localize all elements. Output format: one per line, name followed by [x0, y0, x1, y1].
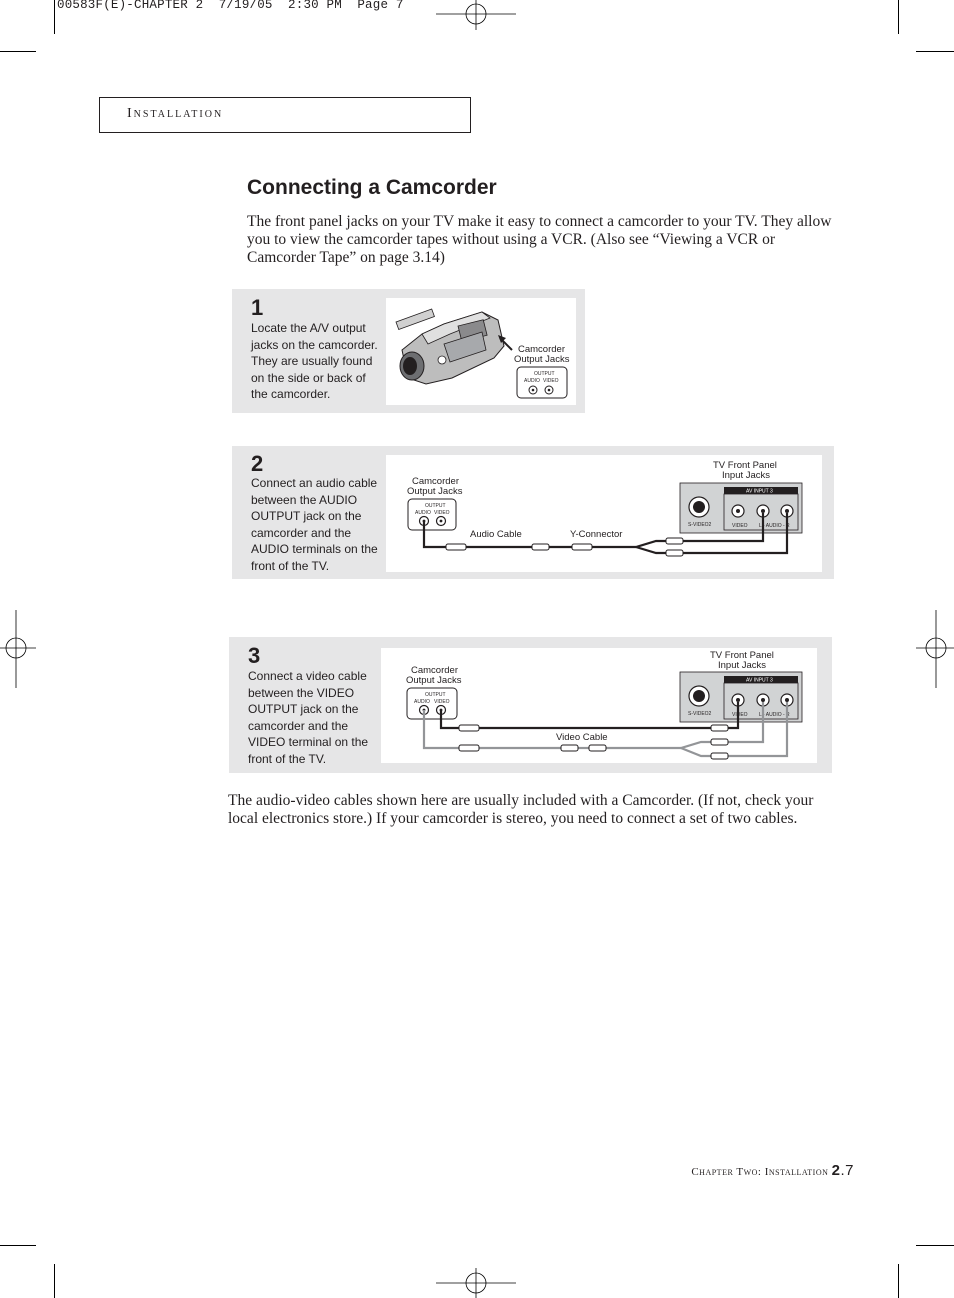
- svg-text:OUTPUT: OUTPUT: [534, 371, 555, 377]
- camcorder-icon: [396, 309, 504, 384]
- y-connector-label: Y-Connector: [570, 529, 623, 540]
- step-3-text: Connect a video cable between the VIDEO OUTPUT jack on the camcorder and the VIDEO terminal on the front of the TV.: [248, 669, 369, 766]
- footer-chapter: Chapter Two: Installation: [691, 1166, 829, 1178]
- registration-mark-top: [436, 0, 516, 30]
- video-cable-label: Video Cable: [556, 732, 608, 743]
- page-title: Connecting a Camcorder: [247, 176, 497, 199]
- step-3-diagram: [381, 648, 817, 763]
- step-2-number: 2: [251, 451, 264, 476]
- step-1-illustration: [386, 298, 576, 405]
- svg-text:VIDEO: VIDEO: [543, 378, 559, 384]
- step-2-diagram: [386, 455, 822, 572]
- svg-text:AUDIO: AUDIO: [414, 699, 430, 705]
- audio-connection-diagram: [386, 455, 822, 572]
- tv-front-panel-jacks: [680, 483, 802, 533]
- svg-text:Output Jacks: Output Jacks: [407, 486, 463, 497]
- intro-paragraph: The front panel jacks on your TV make it easy to connect a camcorder to your TV. They allow you to view the camcorder tapes without using a VCR. (Also see “Viewing a VCR or Camcorder Tape” on page 3.14): [247, 213, 832, 266]
- step-1-panel: [232, 289, 585, 413]
- svg-text:VIDEO: VIDEO: [732, 523, 748, 529]
- section-label: Installation: [127, 106, 224, 121]
- svg-text:TV Front Panel: TV Front Panel: [710, 650, 774, 661]
- svg-text:AV INPUT 3: AV INPUT 3: [746, 488, 773, 495]
- step-2-text: Connect an audio cable between the AUDIO OUTPUT jack on the camcorder and the AUDIO terminals on the front of the TV.: [251, 476, 378, 573]
- svg-text:OUTPUT: OUTPUT: [425, 503, 446, 509]
- camcorder-output-jacks: [408, 499, 456, 530]
- svg-text:Input Jacks: Input Jacks: [718, 660, 767, 671]
- svg-text:AUDIO: AUDIO: [524, 378, 540, 384]
- step-3-panel: [229, 637, 832, 773]
- print-slug: 00583F(E)-CHAPTER 2 7/19/05 2:30 PM Page 7: [57, 0, 404, 12]
- svg-text:AUDIO: AUDIO: [415, 510, 431, 516]
- step-1-jacks-label-1: Camcorder: [518, 344, 565, 355]
- step-1-text: Locate the A/V output jacks on the camcorder. They are usually found on the side or back of the camcorder.: [251, 321, 378, 401]
- svg-text:AV INPUT 3: AV INPUT 3: [746, 677, 773, 684]
- svg-text:VIDEO: VIDEO: [434, 699, 450, 705]
- registration-mark-left: [0, 610, 36, 688]
- svg-text:Camcorder: Camcorder: [412, 476, 459, 487]
- camcorder-illustration: [386, 298, 576, 405]
- svg-text:L - AUDIO - R: L - AUDIO - R: [759, 523, 790, 529]
- step-2-panel: [232, 446, 834, 579]
- svg-text:VIDEO: VIDEO: [434, 510, 450, 516]
- step-1-number: 1: [251, 295, 264, 320]
- video-connection-diagram: [381, 648, 817, 763]
- svg-text:Camcorder: Camcorder: [411, 665, 458, 676]
- step-1-jacks-label-2: Output Jacks: [514, 354, 570, 365]
- svg-text:Output Jacks: Output Jacks: [406, 675, 462, 686]
- svg-text:L - AUDIO - R: L - AUDIO - R: [759, 712, 790, 718]
- step-3-number: 3: [248, 643, 261, 668]
- svg-text:Input Jacks: Input Jacks: [722, 470, 771, 481]
- camcorder-output-jacks: [517, 367, 567, 398]
- page-footer: [691, 1162, 854, 1179]
- camcorder-output-jacks: [407, 688, 457, 719]
- svg-text:S-VIDEO2: S-VIDEO2: [688, 522, 712, 528]
- registration-mark-bottom: [436, 1268, 516, 1298]
- audio-cable-label: Audio Cable: [470, 529, 522, 540]
- outro-paragraph: The audio-video cables shown here are usually included with a Camcorder. (If not, check your local electronics store.) If your camcorder is stereo, you need to connect a set of two cables.: [228, 792, 814, 827]
- svg-text:VIDEO: VIDEO: [732, 712, 748, 718]
- page-number: 2.7: [831, 1162, 854, 1179]
- svg-text:OUTPUT: OUTPUT: [425, 692, 446, 698]
- svg-text:S-VIDEO2: S-VIDEO2: [688, 711, 712, 717]
- registration-mark-right: [916, 610, 954, 688]
- tv-front-panel-jacks: [680, 672, 802, 722]
- svg-text:TV Front Panel: TV Front Panel: [713, 460, 777, 471]
